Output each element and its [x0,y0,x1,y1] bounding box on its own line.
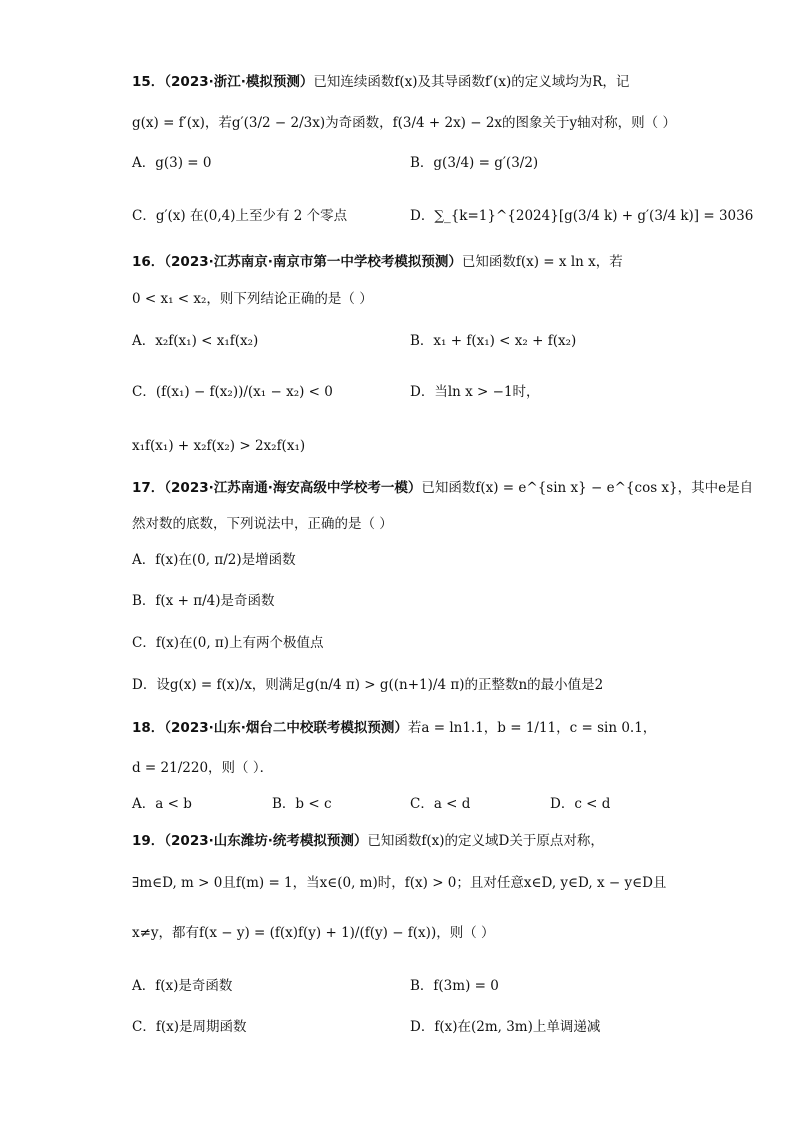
question-16-option-d-continuation: x₁f(x₁) + x₂f(x₂) > 2x₂f(x₁) [132,438,306,454]
question-19-header [132,831,604,851]
question-15-option-d: D．∑_{k=1}^{2024}[g(3/4 k) + g′(3/4 k)] = 3036 [410,208,754,224]
question-15-stem-line1: 已知连续函数f(x)及其导函数f′(x)的定义域均为R，记 [313,74,630,90]
question-19-stem-line3: x≠y，都有f(x − y) = (f(x)f(y) + 1)/(f(y) − f(x))，则（ ） [132,925,495,941]
question-19-stem-line1: 已知函数f(x)的定义域D关于原点对称， [367,833,604,849]
question-16-option-c: C．(f(x₁) − f(x₂))/(x₁ − x₂) < 0 [132,384,333,400]
question-17-option-c: C．f(x)在(0, π)上有两个极值点 [132,635,324,651]
question-18-source: 18．（2023·山东·烟台二中校联考模拟预测） [132,720,408,736]
question-16-option-b: B．x₁ + f(x₁) < x₂ + f(x₂) [410,333,577,349]
question-18-option-b: B．b < c [272,796,332,812]
question-16-option-a: A．x₂f(x₁) < x₁f(x₂) [132,333,259,349]
question-19-option-c: C．f(x)是周期函数 [132,1019,247,1035]
question-15-source: 15．（2023·浙江·模拟预测） [132,74,314,90]
question-17-source: 17．（2023·江苏南通·海安高级中学校考一模） [132,480,422,496]
question-16-source: 16．（2023·江苏南京·南京市第一中学校考模拟预测） [132,254,462,270]
question-17-option-b: B．f(x + π/4)是奇函数 [132,593,275,609]
question-15-option-a: A．g(3) = 0 [132,155,212,171]
question-15-stem-line2: g(x) = f′(x)，若g′(3/2 − 2/3x)为奇函数，f(3/4 + 2x) − 2x的图象关于y轴对称，则（ ） [132,115,676,131]
question-19-stem-line2: ∃m∈D, m > 0且f(m) = 1，当x∈(0, m)时，f(x) > 0；且对任意x∈D, y∈D, x − y∈D且 [132,875,667,891]
question-16-stem-line2: 0 < x₁ < x₂，则下列结论正确的是（ ） [132,291,373,307]
question-16-header [132,252,623,272]
question-15-option-c: C．g′(x) 在(0,4)上至少有 2 个零点 [132,208,348,224]
question-17-option-a: A．f(x)在(0, π/2)是增函数 [132,552,296,568]
question-18-stem-line1: 若a = ln1.1，b = 1/11，c = sin 0.1， [407,720,657,736]
question-18-header [132,718,656,738]
question-18-option-c: C．a < d [410,796,471,812]
question-18-stem-line2: d = 21/220，则（ ）． [132,760,274,776]
question-19-option-b: B．f(3m) = 0 [410,978,499,994]
question-19-option-d: D．f(x)在(2m, 3m)上单调递减 [410,1019,601,1035]
question-17-option-d: D．设g(x) = f(x)/x，则满足g(n/4 π) > g((n+1)/4 π)的正整数n的最小值是2 [132,677,604,693]
question-15-header [132,72,629,92]
question-18-option-d: D．c < d [550,796,611,812]
question-16-stem-line1: 已知函数f(x) = x ln x，若 [461,254,623,270]
question-19-option-a: A．f(x)是奇函数 [132,978,233,994]
question-17-stem-line1: 已知函数f(x) = e^{sin x} − e^{cos x}，其中e是自 [421,480,754,496]
question-15-option-b: B．g(3/4) = g′(3/2) [410,155,539,171]
question-17-header [132,478,753,498]
question-18-option-a: A．a < b [132,796,192,812]
question-19-source: 19．（2023·山东潍坊·统考模拟预测） [132,833,368,849]
question-17-stem-line2: 然对数的底数，下列说法中，正确的是（ ） [132,516,393,532]
question-16-option-d: D．当ln x > −1时， [410,384,540,400]
